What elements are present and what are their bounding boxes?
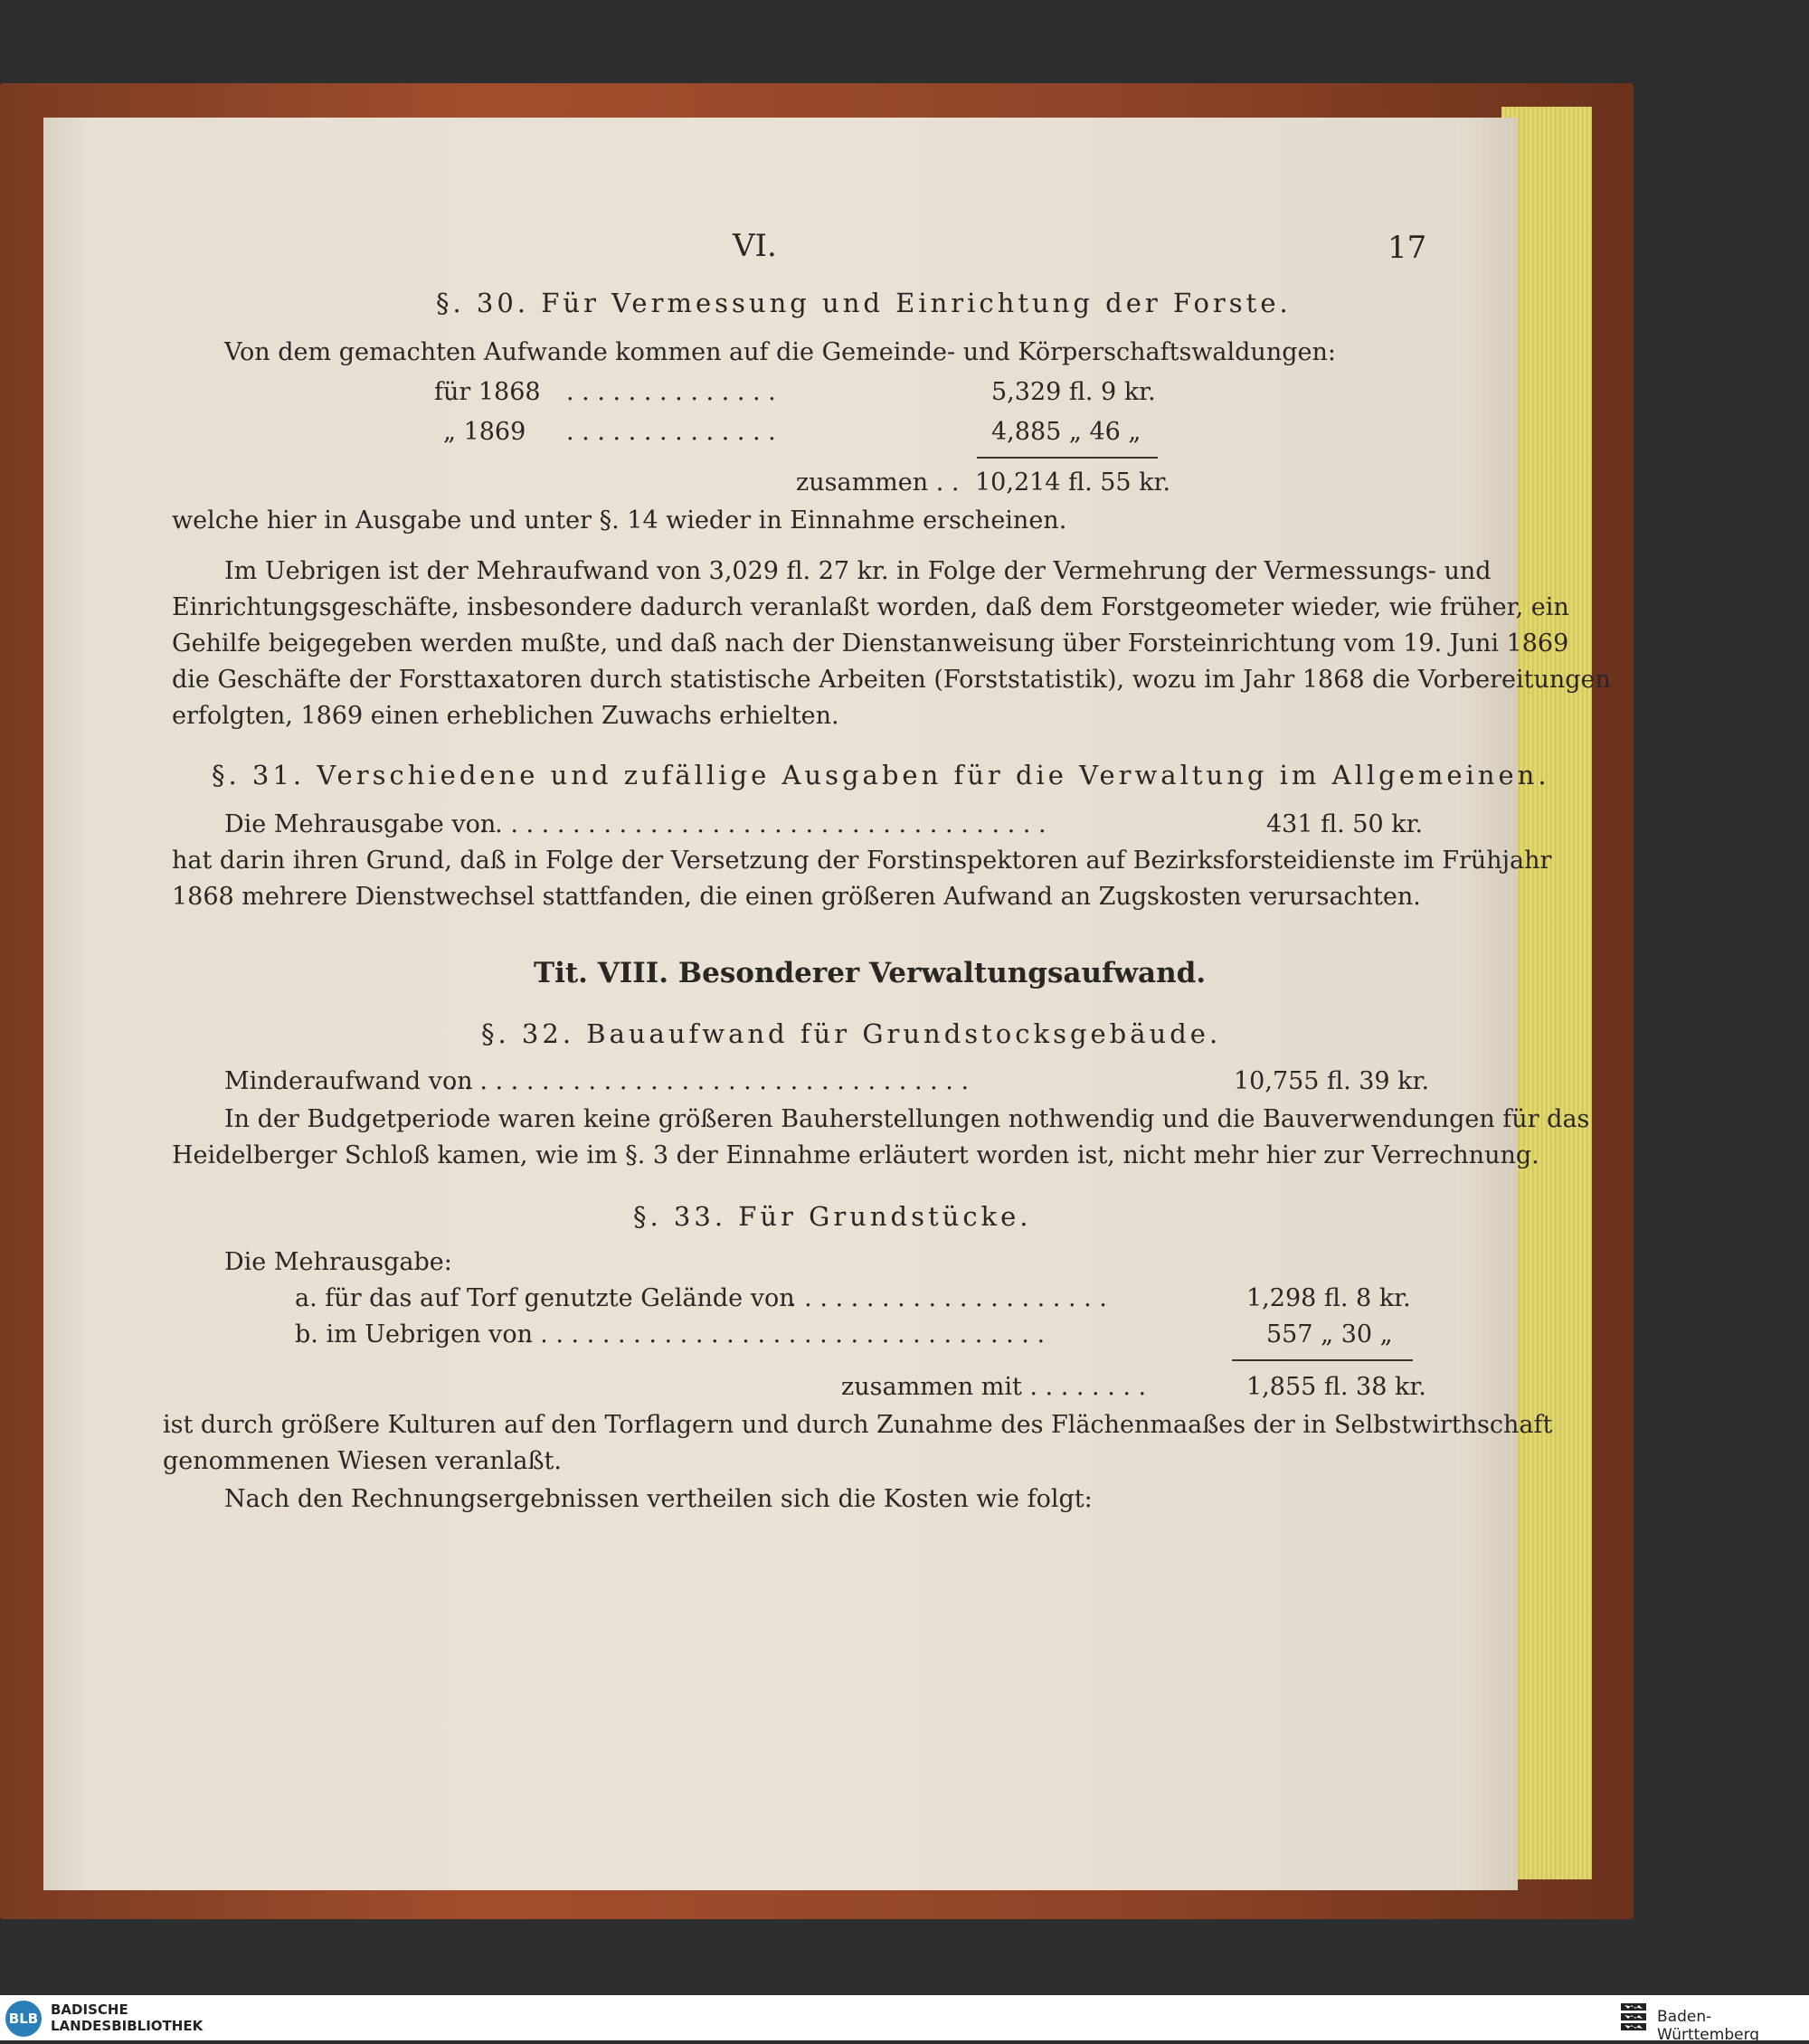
s33-row-b-dots: . . . . . . . . . . . . . . . . . . . . . . . . . . . . . . . . . . [525,1320,1046,1348]
s31-para-line: hat darin ihren Grund, daß in Folge der Versetzung der Forstinspektoren auf Bezirksforsteidienste im Frühjahr [172,847,1552,875]
s30-after-sum: welche hier in Ausgabe und unter §. 14 wieder in Einnahme erscheinen. [172,506,1067,535]
s30-para-line: Im Uebrigen ist der Mehraufwand von 3,029 fl. 27 kr. in Folge der Vermehrung der Vermessungs- und [224,557,1492,585]
s30-row2-dots: . . . . . . . . . . . . . . [566,418,776,446]
s33-row-a-amount: 1,298 fl. 8 kr. [1246,1284,1411,1312]
book-page [43,118,1518,1890]
section-header: VI. [733,228,777,264]
s33-closing: Nach den Rechnungsergebnissen vertheilen sich die Kosten wie folgt: [224,1485,1093,1513]
s30-para-line: Einrichtungsgeschäfte, insbesondere dadurch veranlaßt worden, daß dem Forstgeometer wieder, wie früher, ein [172,593,1569,621]
s32-para-line: Heidelberger Schloß kamen, wie im §. 3 der Einnahme erläutert worden ist, nicht mehr hier zur Verrechnung. [172,1141,1539,1169]
s31-line1-label: Die Mehrausgabe von [224,810,497,838]
s32-title: §. 32. Bauaufwand für Grundstocksgebäude. [481,1018,1222,1049]
s30-sum-label: zusammen . . [796,468,960,497]
s33-title: §. 33. Für Grundstücke. [633,1201,1032,1232]
tit8-title: Tit. VIII. Besonderer Verwaltungsaufwand. [534,957,1207,989]
s33-sum-amount: 1,855 fl. 38 kr. [1246,1373,1426,1401]
s33-para-line: ist durch größere Kulturen auf den Torflagern und durch Zunahme des Flächenmaaßes der in Selbstwirthschaft [163,1411,1553,1439]
blb-name[interactable] [51,2001,203,2034]
s33-sum-label: zusammen mit . . . . . . . . [841,1373,1147,1401]
page-number: 17 [1388,230,1427,266]
s30-para-line: erfolgten, 1869 einen erheblichen Zuwachs erhielten. [172,702,839,730]
s30-row1-label: für 1868 [434,378,541,406]
s30-row1-dots: . . . . . . . . . . . . . . [566,378,776,406]
s33-row-b-amount: 557 „ 30 „ [1266,1320,1393,1348]
blb-name-line1: BADISCHE [51,2001,128,2018]
s30-para-line: die Geschäfte der Forsttaxatoren durch statistische Arbeiten (Forststatistik), wozu im Jahr 1868 die Vorbereitungen [172,666,1611,694]
s30-para-line: Gehilfe beigegeben werden mußte, und daß nach der Dienstanweisung über Forsteinrichtung vom 19. Juni 1869 [172,629,1569,658]
s33-row-a-dots: . . . . . . . . . . . . . . . . . . . . . [789,1284,1107,1312]
blb-logo[interactable]: BLB [5,2001,42,2037]
s33-row-a-label: a. für das auf Torf genutzte Gelände von [295,1284,795,1312]
s33-intro: Die Mehrausgabe: [224,1248,452,1276]
s31-line1-dots: . . . . . . . . . . . . . . . . . . . . . . . . . . . . . . . . . . . . . [479,810,1047,838]
s32-line1-dots: . . . . . . . . . . . . . . . . . . . . . . . . . . . . . . . . . . [449,1067,970,1095]
s30-intro: Von dem gemachten Aufwande kommen auf die Gemeinde- und Körperschaftswaldungen: [224,338,1336,366]
footer-bar [0,1995,1809,2040]
s32-para-line: In der Budgetperiode waren keine größeren Bauherstellungen nothwendig und die Bauverwendungen für das [224,1105,1590,1133]
s30-sum-amount: 10,214 fl. 55 kr. [975,468,1171,497]
s33-sum-rule [1232,1359,1413,1361]
s30-row2-label: „ 1869 [443,418,526,446]
blb-name-line2: LANDESBIBLIOTHEK [51,2018,204,2034]
s30-sum-rule [977,457,1158,459]
s30-row1-amount: 5,329 fl. 9 kr. [991,378,1156,406]
s31-line1-amount: 431 fl. 50 kr. [1266,810,1424,838]
bw-coat-of-arms-icon [1619,2001,1648,2032]
s31-title: §. 31. Verschiedene und zufällige Ausgaben für die Verwaltung im Allgemeinen. [212,760,1550,790]
s32-line1-amount: 10,755 fl. 39 kr. [1234,1067,1430,1095]
s32-line1-label: Minderaufwand von [224,1067,473,1095]
s30-title: §. 30. Für Vermessung und Einrichtung der Forste. [436,288,1292,318]
s30-row2-amount: 4,885 „ 46 „ [991,418,1141,446]
s33-para-line: genommenen Wiesen veranlaßt. [163,1447,562,1475]
bw-name[interactable]: Baden-Württemberg [1657,2008,1760,2044]
s33-row-b-label: b. im Uebrigen von [295,1320,533,1348]
s31-para-line: 1868 mehrere Dienstwechsel stattfanden, die einen größeren Aufwand an Zugskosten verursachten. [172,883,1421,911]
